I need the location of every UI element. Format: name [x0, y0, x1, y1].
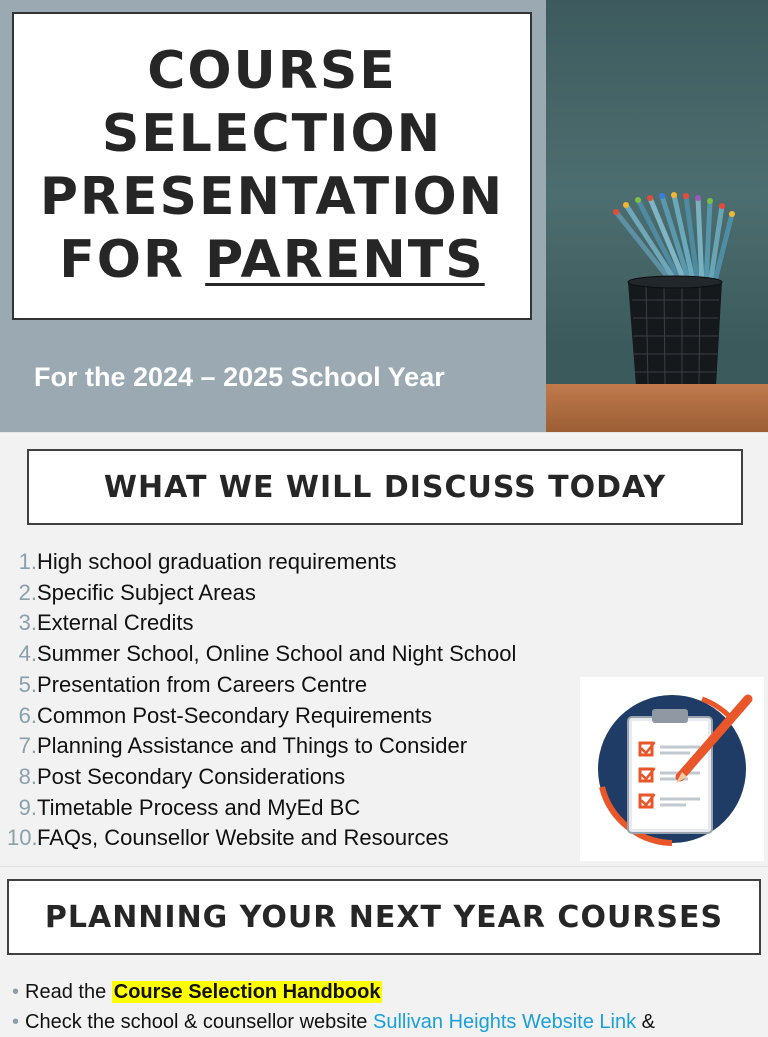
- list-item: [16, 670, 516, 701]
- title-prefix: FOR: [59, 230, 206, 290]
- list-item: [12, 1007, 655, 1037]
- item-text: Post Secondary Considerations: [37, 763, 346, 789]
- item-number: 8.: [18, 763, 37, 789]
- agenda-list: [7, 547, 517, 854]
- list-item: [16, 762, 516, 793]
- item-number: 5.: [18, 671, 37, 697]
- website-link[interactable]: Sullivan Heights Website Link: [372, 1011, 637, 1033]
- item-number: 10.: [7, 825, 38, 851]
- bullet-dot: •: [12, 981, 20, 1003]
- list-item: [12, 977, 655, 1007]
- item-number: 7.: [18, 733, 37, 759]
- item-number: 3.: [18, 610, 37, 636]
- subtitle: For the 2024 – 2025 School Year: [34, 362, 445, 392]
- item-text: Planning Assistance and Things to Consider: [37, 733, 468, 759]
- title-line-1: COURSE: [147, 41, 397, 101]
- handbook-highlight: Course Selection Handbook: [113, 981, 381, 1003]
- title-line-2: SELECTION: [101, 104, 443, 164]
- title-line-4: [59, 229, 484, 292]
- agenda-slide: [0, 432, 768, 866]
- item-text: Timetable Process and MyEd BC: [37, 794, 361, 820]
- item-number: 1.: [18, 549, 37, 574]
- title-slide: [0, 0, 768, 432]
- item-text: External Credits: [37, 610, 194, 636]
- item-text: Common Post-Secondary Requirements: [37, 702, 432, 728]
- item-number: 9.: [18, 794, 37, 820]
- bullet-text: Check the school & counsellor website: [25, 1011, 373, 1033]
- item-text: Specific Subject Areas: [37, 579, 256, 605]
- planning-bullets: [12, 977, 655, 1037]
- planning-heading: PLANNING YOUR NEXT YEAR COURSES: [44, 899, 724, 935]
- list-item: [16, 547, 516, 578]
- list-item: [16, 608, 516, 639]
- item-text: Presentation from Careers Centre: [37, 671, 368, 697]
- title-box: [12, 12, 532, 320]
- item-text: FAQs, Counsellor Website and Resources: [37, 825, 449, 851]
- agenda-heading: WHAT WE WILL DISCUSS TODAY: [103, 469, 667, 505]
- item-number: 6.: [18, 702, 37, 728]
- bullet-text: Read the: [25, 981, 112, 1003]
- list-item: [7, 823, 516, 854]
- planning-heading-box: [7, 879, 761, 955]
- item-number: 2.: [18, 579, 37, 605]
- title-underlined-word: PARENTS: [205, 230, 485, 290]
- list-item: [16, 793, 516, 824]
- item-text: Summer School, Online School and Night School: [37, 641, 517, 667]
- title-line-3: PRESENTATION: [39, 167, 505, 227]
- item-text: High school graduation requirements: [37, 549, 397, 574]
- checklist-illustration: [580, 677, 764, 861]
- list-item: [16, 578, 516, 609]
- pencil-cup-photo: [546, 0, 768, 432]
- list-item: [16, 731, 516, 762]
- planning-slide: [0, 866, 768, 1033]
- item-number: 4.: [18, 641, 37, 667]
- agenda-heading-box: [27, 449, 743, 525]
- list-item: [16, 639, 516, 670]
- bullet-suffix: &: [636, 1011, 655, 1033]
- wooden-table: [546, 384, 768, 432]
- checklist-icon: [580, 677, 764, 861]
- bullet-dot: •: [12, 1011, 20, 1033]
- list-item: [16, 701, 516, 732]
- pencil-cup-illustration: [546, 0, 768, 432]
